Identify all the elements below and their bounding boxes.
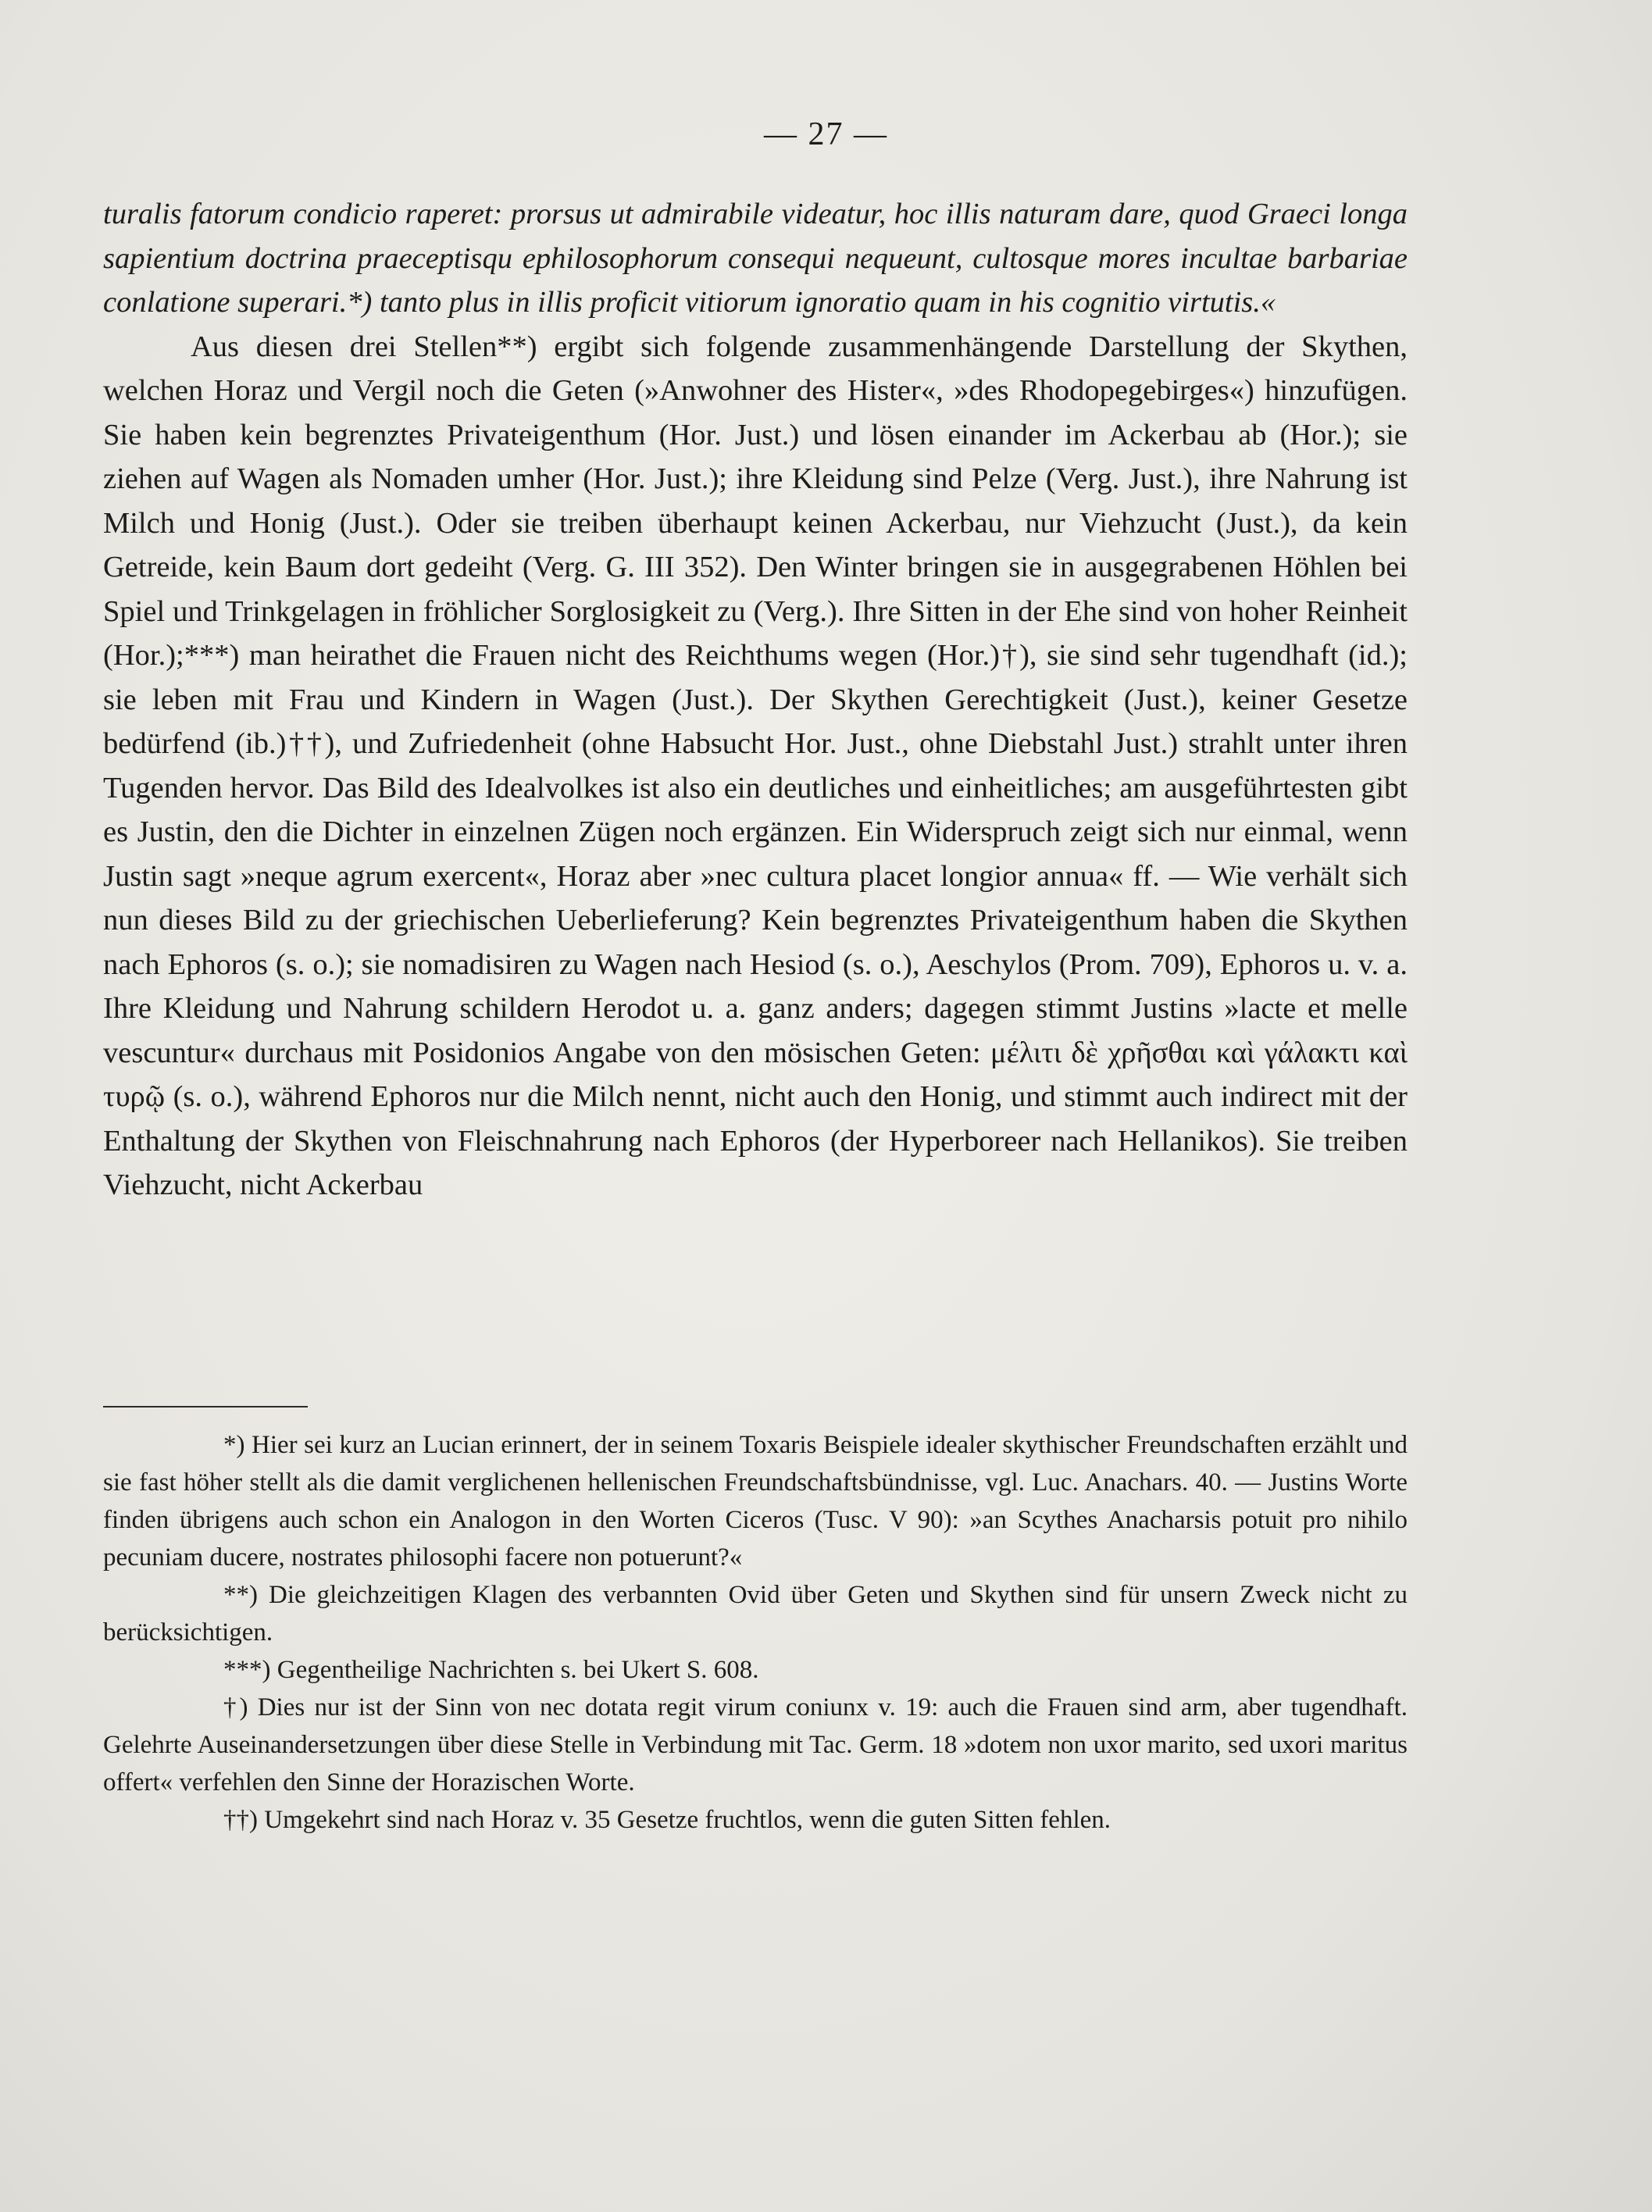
footnote-5: ††) Umgekehrt sind nach Horaz v. 35 Gesetze fruchtlos, wenn die guten Sitten fehlen. (223, 1806, 1111, 1834)
footnote-4: †) Dies nur ist der Sinn von nec dotata regit virum coniunx v. 19: auch die Frauen sind arm, aber tugendhaft. Gelehrte Auseinandersetzungen über diese Stelle in Verbindung mit Tac. Germ. 18 »dotem non uxor marito, sed uxori maritus offert« verfehlen den Sinne der Horazischen Worte. (103, 1693, 1408, 1796)
latin-quotation-paragraph: turalis fatorum condicio raperet: prorsus ut admirabile videatur, hoc illis naturam dare, quod Graeci longa sapientium doctrina praeceptisqu ephilosophorum consequi nequeunt, cultosque mores incultae barbariae conlatione superari.*) tanto plus in illis proficit vitiorum ignoratio quam in his cognitio virtutis.« (103, 198, 1408, 319)
footnote-3: ***) Gegentheilige Nachrichten s. bei Ukert S. 608. (223, 1656, 759, 1684)
page-number: — 27 — (764, 116, 888, 152)
footnote-divider (103, 1406, 308, 1407)
body-paragraph: Aus diesen drei Stellen**) ergibt sich folgende zusammenhängende Darstellung der Skythen, welchen Horaz und Vergil noch die Geten (»Anwohner des Hister«, »des Rhodopegebirges«) hinzufügen. Sie haben kein begrenztes Privateigenthum (Hor. Just.) und lösen einander im Ackerbau ab (Hor.); sie ziehen auf Wagen als Nomaden umher (Hor. Just.); ihre Kleidung sind Pelze (Verg. Just.), ihre Nahrung ist Milch und Honig (Just.). Oder sie treiben überhaupt keinen Ackerbau, nur Viehzucht (Just.), da kein Getreide, kein Baum dort gedeiht (Verg. G. III 352). Den Winter bringen sie in ausgegrabenen Höhlen bei Spiel und Trinkgelagen in fröhlicher Sorglosigkeit zu (Verg.). Ihre Sitten in der Ehe sind von hoher Reinheit (Hor.);***) man heirathet die Frauen nicht des Reichthums wegen (Hor.)†), sie sind sehr tugendhaft (id.); sie leben mit Frau und Kindern in Wagen (Just.). Der Skythen Gerechtigkeit (Just.), keiner Gesetze bedürfend (ib.)††), und Zufriedenheit (ohne Habsucht Hor. Just., ohne Diebstahl Just.) strahlt unter ihren Tugenden hervor. Das Bild des Idealvolkes ist also ein deutliches und einheitliches; am ausgeführtesten gibt es Justin, den die Dichter in einzelnen Zügen noch ergänzen. Ein Widerspruch zeigt sich nur einmal, wenn Justin sagt »neque agrum exercent«, Horaz aber »nec cultura placet longior annua« ff. — Wie verhält sich nun dieses Bild zu der griechischen Ueberlieferung? Kein begrenztes Privateigenthum haben die Skythen nach Ephoros (s. o.); sie nomadisiren zu Wagen nach Hesiod (s. o.), Aeschylos (Prom. 709), Ephoros u. v. a. Ihre Kleidung und Nahrung schildern Herodot u. a. ganz anders; dagegen stimmt Justins »lacte et melle vescuntur« durchaus mit Posidonios Angabe von den mösischen Geten: μέλιτι δὲ χρῆσθαι καὶ γάλακτι καὶ τυρῷ (s. o.), während Ephoros nur die Milch nennt, nicht auch den Honig, und stimmt auch indirect mit der Enthaltung der Skythen von Fleischnahrung nach Ephoros (der Hyperboreer nach Hellanikos). Sie treiben Viehzucht, nicht Ackerbau (103, 330, 1408, 1201)
footnote-2: **) Die gleichzeitigen Klagen des verbannten Ovid über Geten und Skythen sind für unsern Zweck nicht zu berücksichtigen. (103, 1581, 1408, 1647)
footnote-1: *) Hier sei kurz an Lucian erinnert, der in seinem Toxaris Beispiele idealer skythischer Freundschaften erzählt und sie fast höher stellt als die damit verglichenen hellenischen Freundschaftsbündnisse, vgl. Luc. Anachars. 40. — Justins Worte finden übrigens auch schon ein Analogon in den Worten Ciceros (Tusc. V 90): »an Scythes Anacharsis potuit pro nihilo pecuniam ducere, nostrates philosophi facere non potuerunt?« (103, 1431, 1408, 1572)
main-text (103, 192, 1408, 1208)
footnotes (103, 1426, 1408, 1839)
